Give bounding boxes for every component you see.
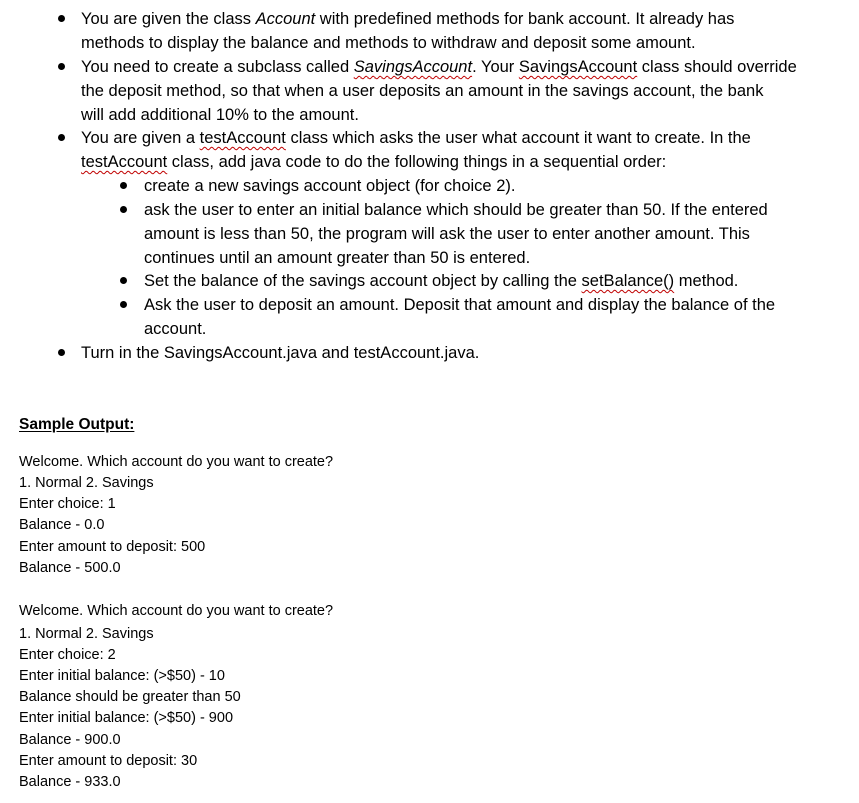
output-line: Enter choice: 2 bbox=[19, 647, 116, 663]
output-line: Balance - 0.0 bbox=[19, 517, 105, 533]
output-line: Welcome. Which account do you want to create? bbox=[19, 454, 334, 470]
output-line: Welcome. Which account do you want to create? bbox=[19, 603, 334, 619]
output-line: 1. Normal 2. Savings bbox=[19, 626, 154, 642]
output-line: 1. Normal 2. Savings bbox=[19, 475, 154, 491]
output-line: Balance - 900.0 bbox=[19, 732, 121, 748]
sub-bullet-4-line-1: Ask the user to deposit an amount. Deposit that amount and display the balance of the bbox=[144, 296, 776, 314]
sub-bullet-4-line-2: account. bbox=[144, 320, 207, 338]
output-line: Enter initial balance: (>$50) - 10 bbox=[19, 668, 225, 684]
output-line: Enter initial balance: (>$50) - 900 bbox=[19, 710, 234, 726]
sub-bullet-3: Set the balance of the savings account object by calling the setBalance() method. bbox=[144, 272, 739, 290]
bullet-dot bbox=[58, 134, 65, 141]
bullet-1-line-1: You are given the class Account with predefined methods for bank account. It already has bbox=[81, 10, 735, 28]
bullet-dot bbox=[58, 349, 65, 356]
output-line: Balance - 500.0 bbox=[19, 560, 121, 576]
output-line: Enter amount to deposit: 30 bbox=[19, 753, 198, 769]
sub-bullet-dot bbox=[120, 182, 127, 189]
output-line: Enter choice: 1 bbox=[19, 496, 116, 512]
output-line: Balance - 933.0 bbox=[19, 774, 121, 790]
sample-output-heading: Sample Output: bbox=[19, 416, 135, 433]
bullet-2-line-3: will add additional 10% to the amount. bbox=[81, 106, 359, 124]
sub-bullet-1: create a new savings account object (for choice 2). bbox=[144, 177, 516, 195]
bullet-2-line-2: the deposit method, so that when a user deposits an amount in the savings account, the bank bbox=[81, 82, 764, 100]
sub-bullet-2-line-3: continues until an amount greater than 50 is entered. bbox=[144, 249, 531, 267]
sub-bullet-2-line-2: amount is less than 50, the program will ask the user to enter another amount. This bbox=[144, 225, 750, 243]
bullet-dot bbox=[58, 63, 65, 70]
sub-bullet-dot bbox=[120, 206, 127, 213]
bullet-3-line-1: You are given a testAccount class which asks the user what account it want to create. In the bbox=[81, 129, 751, 147]
bullet-dot bbox=[58, 15, 65, 22]
bullet-4: Turn in the SavingsAccount.java and testAccount.java. bbox=[81, 344, 480, 362]
output-line: Enter amount to deposit: 500 bbox=[19, 539, 206, 555]
bullet-1-line-2: methods to display the balance and methods to withdraw and deposit some amount. bbox=[81, 34, 696, 52]
bullet-3-line-2: testAccount class, add java code to do the following things in a sequential order: bbox=[81, 153, 667, 171]
sub-bullet-2-line-1: ask the user to enter an initial balance which should be greater than 50. If the entered bbox=[144, 201, 768, 219]
output-line: Balance should be greater than 50 bbox=[19, 689, 241, 705]
sub-bullet-dot bbox=[120, 277, 127, 284]
sub-bullet-dot bbox=[120, 301, 127, 308]
bullet-2-line-1: You need to create a subclass called SavingsAccount. Your SavingsAccount class should override bbox=[81, 58, 797, 76]
